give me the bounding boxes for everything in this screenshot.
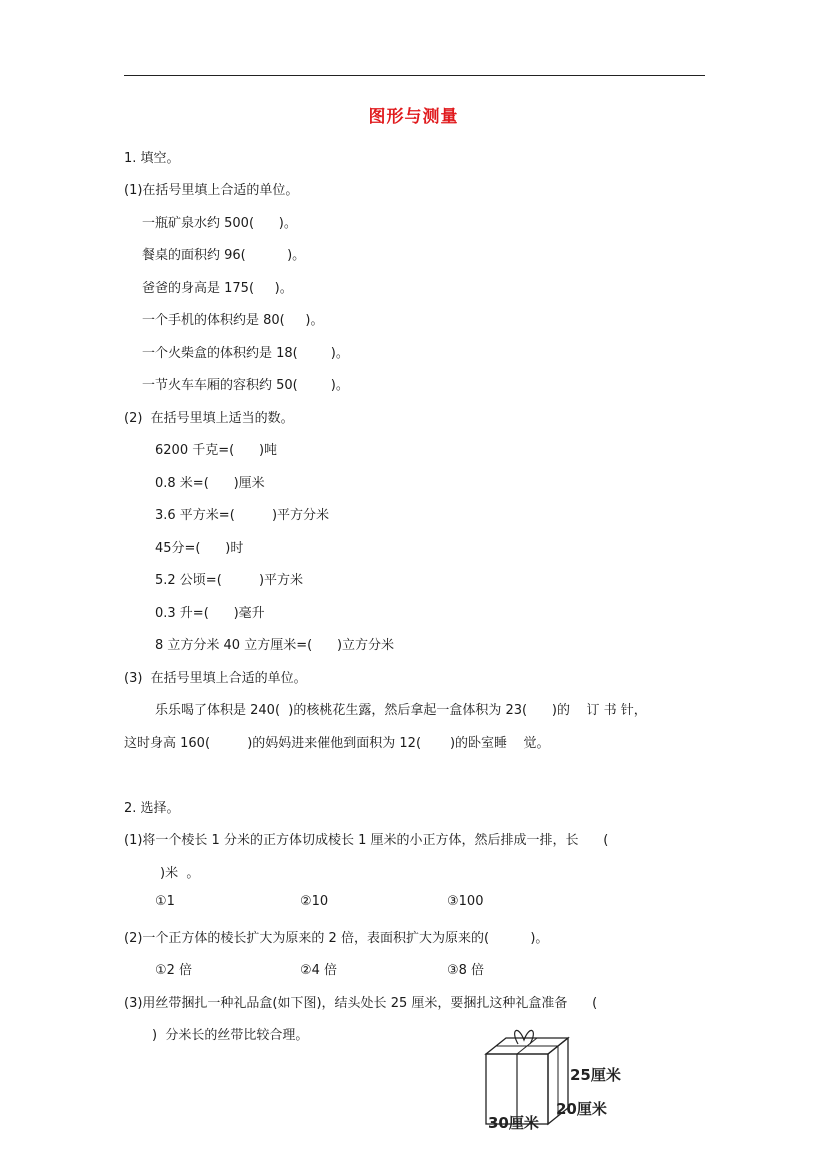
text-line: 2. 选择。 [124,801,180,816]
text-line: 一瓶矿泉水约 500( )。 [142,216,297,231]
header-rule [124,75,705,76]
page-title: 图形与测量 [368,107,459,127]
text-line: 一个火柴盒的体积约是 18( )。 [142,346,349,361]
text-line: 爸爸的身高是 175( )。 [142,281,293,296]
text-line: ) 分米长的丝带比较合理。 [152,1028,309,1043]
width-label: 20厘米 [556,1100,607,1118]
text-line: 餐桌的面积约 96( )。 [142,248,306,263]
text-line: (1)在括号里填上合适的单位。 [124,183,299,198]
text-line: 1. 填空。 [124,151,180,166]
text-line: 0.8 米=( )厘米 [155,476,265,491]
gift-box-drawing [480,1022,640,1162]
height-label: 25厘米 [570,1066,621,1084]
text-line: (1)将一个棱长 1 分米的正方体切成棱长 1 厘米的小正方体，然后排成一排，长 ( [124,833,609,848]
text-line: 5.2 公顷=( )平方米 [155,573,304,588]
text-line: ①2 倍 [155,963,193,978]
text-line: (3)用丝带捆扎一种礼品盒(如下图)，结头处长 25 厘米，要捆扎这种礼盒准备 ( [124,996,598,1011]
text-line: 乐乐喝了体积是 240( )的核桃花生露，然后拿起一盒体积为 23( )的 订 书 针， [155,703,647,718]
text-line: ③8 倍 [447,963,485,978]
text-line: 45分=( )时 [155,541,244,556]
length-label: 30厘米 [488,1114,539,1132]
text-line: 一节火车车厢的容积约 50( )。 [142,378,349,393]
text-line: ③100 [447,894,484,909]
text-line: )米 。 [160,866,200,881]
text-line: 一个手机的体积约是 80( )。 [142,313,324,328]
gift-box-figure [480,1022,640,1162]
text-line: 3.6 平方米=( )平方分米 [155,508,330,523]
text-line: 8 立方分米 40 立方厘米=( )立方分米 [155,638,395,653]
text-line: ②10 [300,894,329,909]
text-line: ②4 倍 [300,963,338,978]
text-line: (2)一个正方体的棱长扩大为原来的 2 倍，表面积扩大为原来的( )。 [124,931,549,946]
text-line: (2) 在括号里填上适当的数。 [124,411,294,426]
text-line: 这时身高 160( )的妈妈进来催他到面积为 12( )的卧室睡 觉。 [124,736,550,751]
text-line: ①1 [155,894,175,909]
text-line: 6200 千克=( )吨 [155,443,278,458]
text-line: (3) 在括号里填上合适的单位。 [124,671,307,686]
text-line: 0.3 升=( )毫升 [155,606,265,621]
